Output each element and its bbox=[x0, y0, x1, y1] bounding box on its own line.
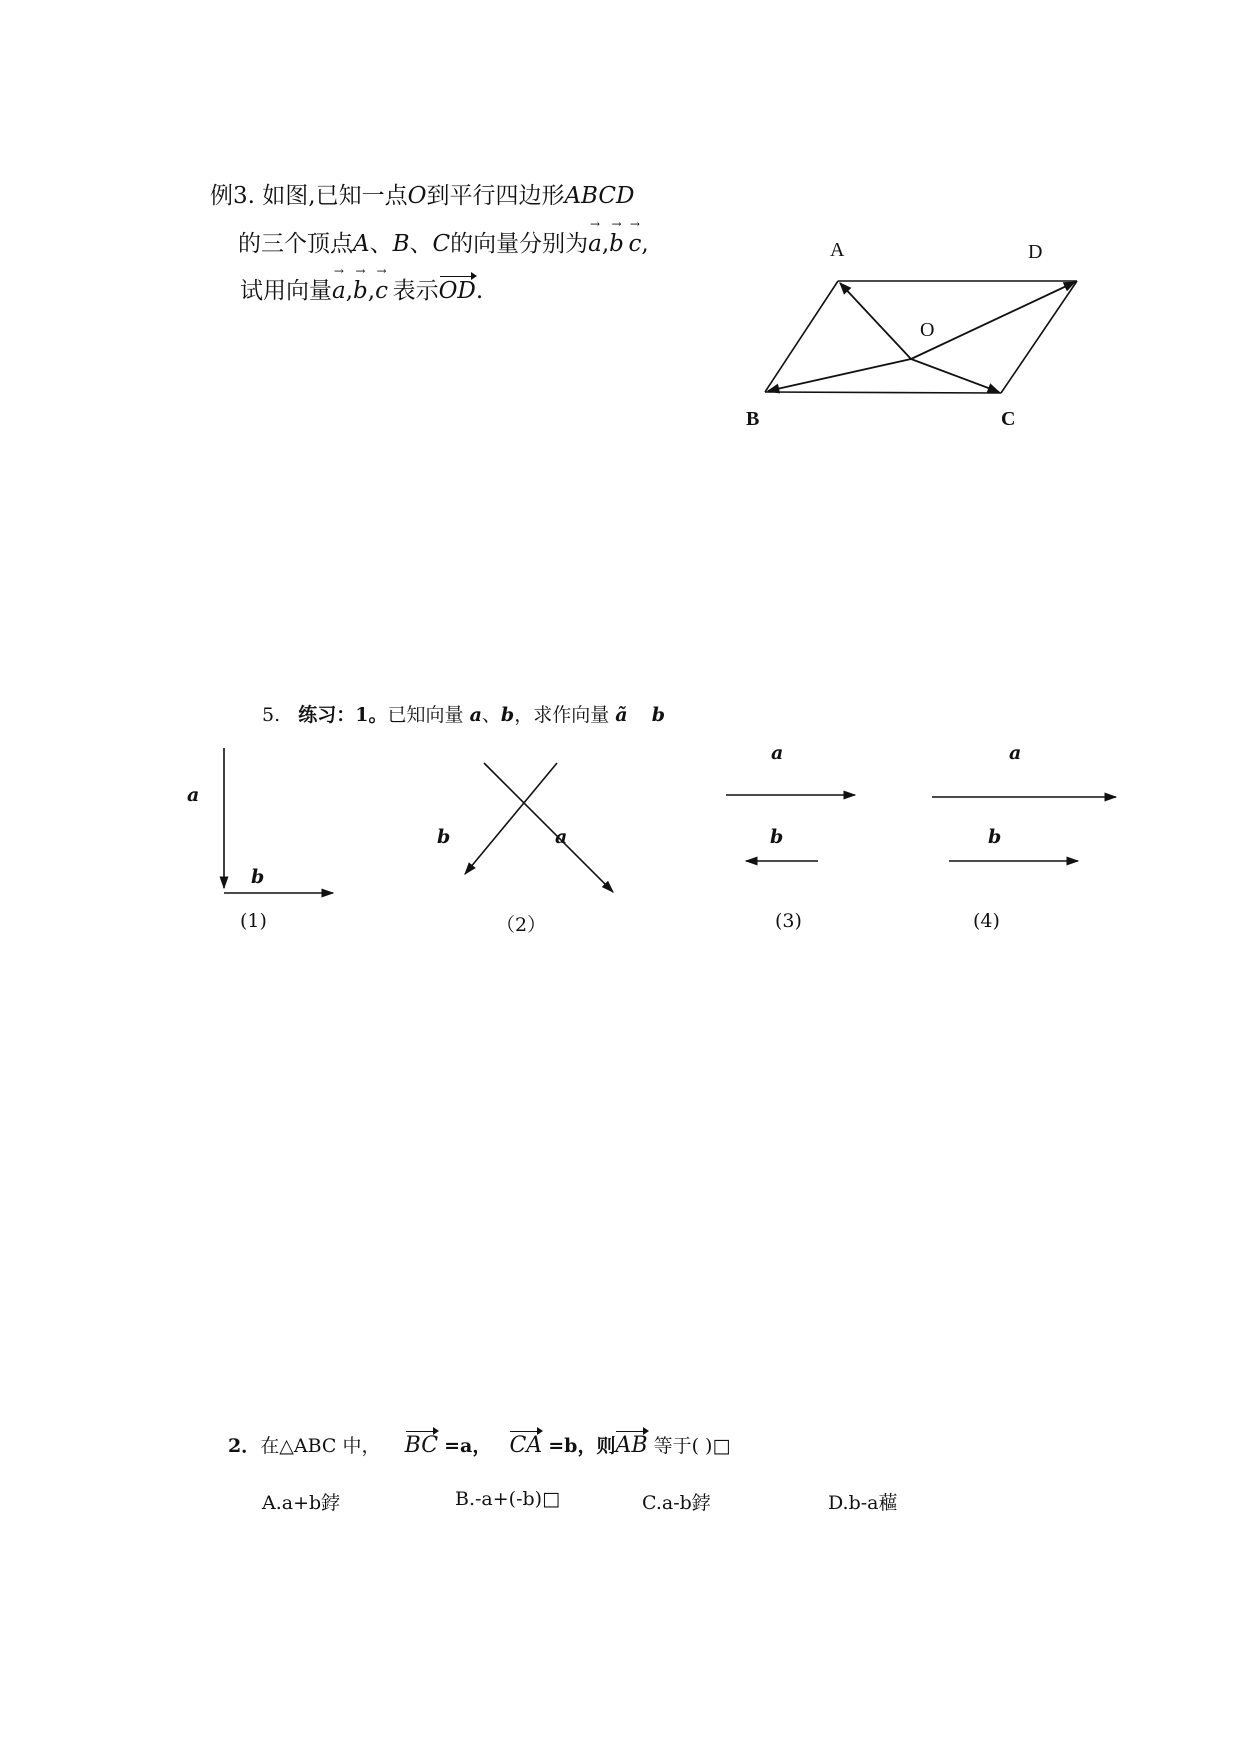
option-a: A.a+b鋍 bbox=[262, 1492, 341, 1514]
label-a: A bbox=[830, 239, 845, 261]
example3-line2: 的三个顶点A、B、C的向量分别为 → a, → b → c, bbox=[238, 217, 649, 257]
fig2-caption: （2） bbox=[496, 914, 547, 936]
vector-b: → b bbox=[353, 264, 368, 304]
fig3-caption: (3) bbox=[775, 910, 802, 932]
vector-c: → c bbox=[375, 264, 388, 304]
vector-oc bbox=[911, 359, 999, 392]
vector-od: OD bbox=[438, 278, 476, 304]
figure-3 bbox=[726, 795, 855, 861]
example3-line3: 试用向量 → a, → b, → c 表示OD. bbox=[240, 264, 484, 304]
vector-b: → b bbox=[609, 217, 624, 257]
vector-bc: BC bbox=[404, 1433, 439, 1458]
example3-line1: 例3. 如图,已知一点O到平行四边形ABCD bbox=[210, 183, 635, 209]
fig4-label-b: b bbox=[988, 826, 1002, 848]
vector-oa bbox=[840, 283, 911, 359]
option-d: D.b-a藲 bbox=[828, 1492, 898, 1514]
label-o: O bbox=[920, 319, 935, 341]
fig3-label-a: a bbox=[771, 742, 784, 764]
vector-ca: CA bbox=[509, 1433, 543, 1458]
vector-a: → a bbox=[332, 264, 346, 304]
figure-2 bbox=[465, 763, 613, 892]
vector-a: → a bbox=[588, 217, 602, 257]
fig2-label-a: a bbox=[555, 826, 568, 848]
vector-ab: AB bbox=[615, 1433, 648, 1458]
fig1-label-b: b bbox=[251, 866, 265, 888]
fig2-vector-b bbox=[465, 763, 557, 874]
exercise-heading: 5. 练习：1。已知向量 a、b，求作向量 ã b bbox=[262, 704, 666, 726]
label-d: D bbox=[1028, 241, 1043, 263]
vector-c: → c bbox=[628, 217, 642, 257]
vector-ob bbox=[768, 359, 911, 391]
option-b: B.-a+(-b)□ bbox=[455, 1488, 561, 1510]
fig4-caption: (4) bbox=[973, 910, 1000, 932]
fig3-label-b: b bbox=[770, 826, 784, 848]
label-c: C bbox=[1001, 408, 1016, 430]
fig1-caption: (1) bbox=[240, 910, 267, 932]
fig1-label-a: a bbox=[187, 784, 200, 806]
fig4-label-a: a bbox=[1009, 742, 1022, 764]
figure-1 bbox=[224, 748, 333, 893]
example-number: 例3. bbox=[210, 183, 255, 209]
question2-stem: 2．在△ABC 中， BC =a， CA =b，则AB 等于( )□ bbox=[228, 1433, 731, 1458]
option-c: C.a-b鋍 bbox=[642, 1492, 711, 1514]
label-b: B bbox=[746, 408, 760, 430]
figure-4 bbox=[932, 797, 1116, 861]
fig2-label-b: b bbox=[437, 826, 451, 848]
